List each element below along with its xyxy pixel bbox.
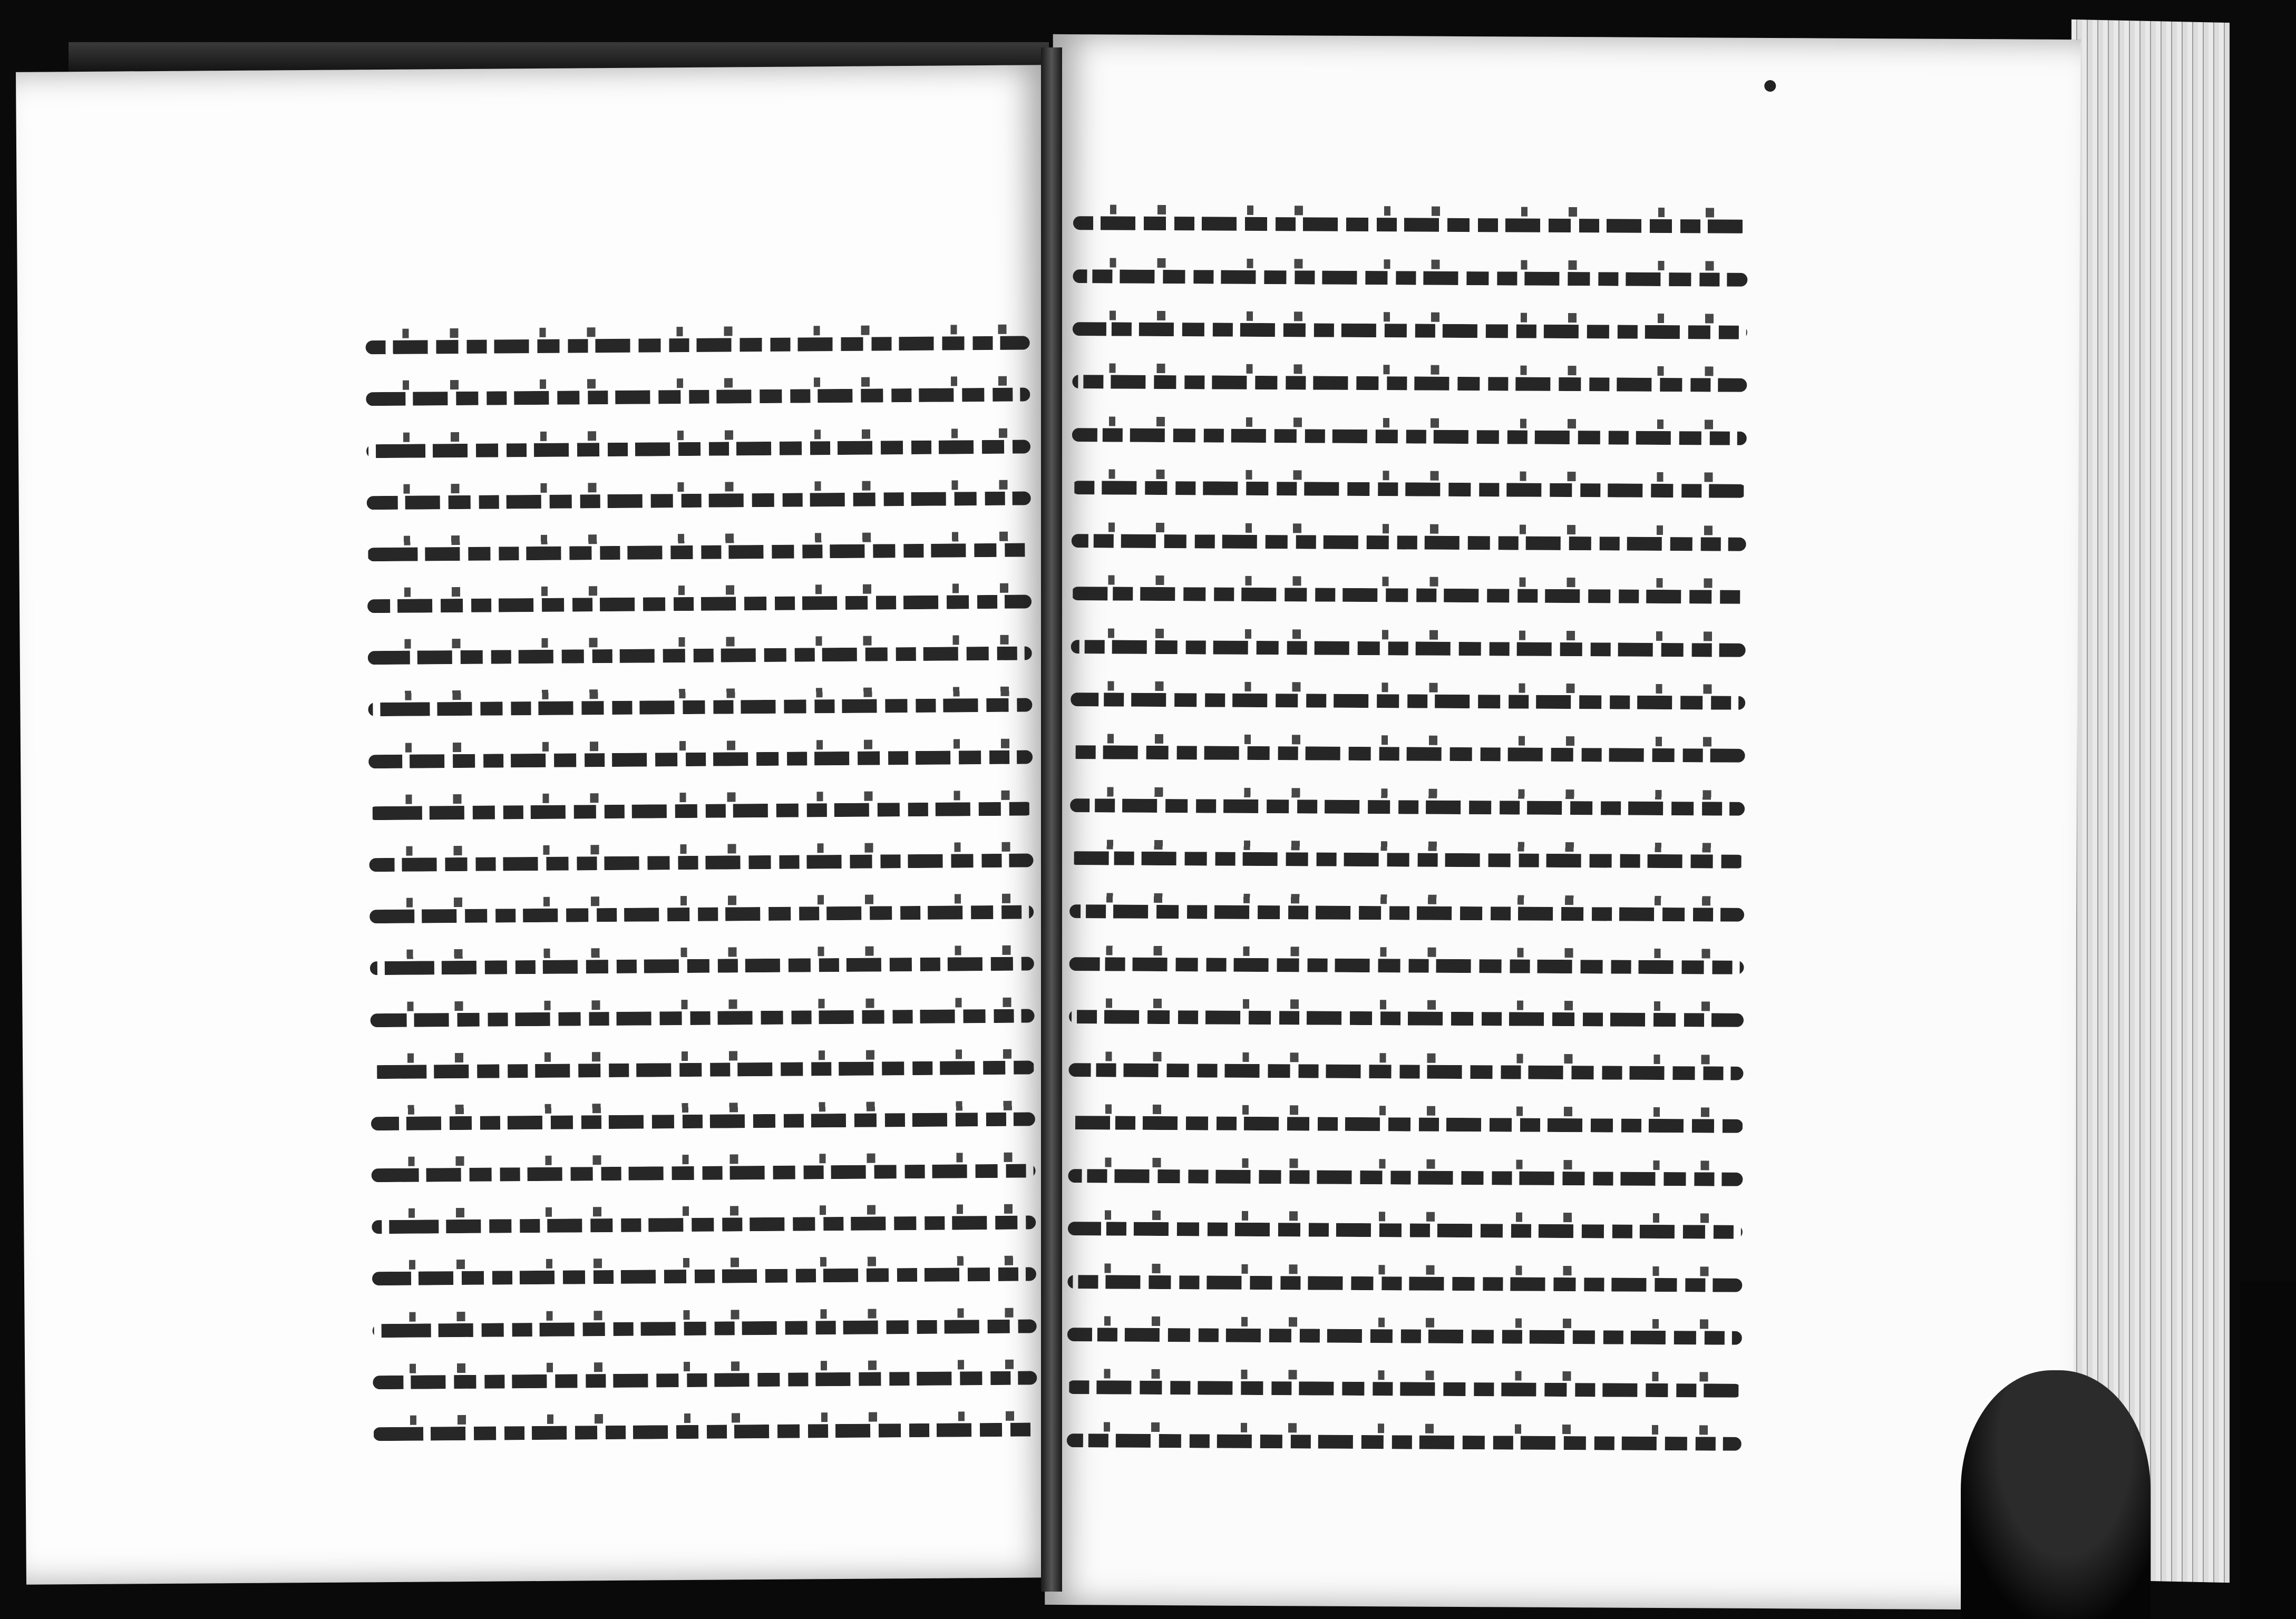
manuscript-text-line	[372, 1164, 1036, 1183]
manuscript-text-line	[1069, 904, 1744, 922]
finger-edge	[2240, 1281, 2296, 1619]
manuscript-text-line	[1073, 322, 1747, 339]
manuscript-text-line	[1068, 1116, 1743, 1133]
manuscript-text-line	[368, 647, 1032, 665]
manuscript-text-line	[372, 1216, 1036, 1234]
manuscript-text-line	[1071, 640, 1746, 657]
manuscript-text-line	[1072, 375, 1747, 393]
page-edges-stack	[2071, 19, 2230, 1583]
right-text-block	[1067, 192, 1748, 1466]
manuscript-text-line	[1071, 587, 1746, 604]
manuscript-text-line	[1072, 428, 1747, 445]
manuscript-text-line	[1069, 1010, 1744, 1028]
manuscript-text-line	[1071, 745, 1745, 763]
manuscript-text-line	[369, 853, 1033, 872]
manuscript-text-line	[367, 491, 1031, 510]
manuscript-text-line	[1072, 481, 1746, 498]
manuscript-text-line	[1073, 216, 1748, 233]
manuscript-text-line	[366, 336, 1030, 355]
manuscript-text-line	[1073, 269, 1747, 287]
manuscript-text-line	[1067, 1275, 1742, 1292]
manuscript-text-line	[369, 905, 1034, 924]
thumb-holding-book	[1961, 1370, 2151, 1619]
manuscript-text-line	[1068, 1063, 1743, 1080]
manuscript-text-line	[370, 957, 1034, 976]
manuscript-text-line	[368, 750, 1033, 768]
manuscript-text-line	[367, 543, 1031, 561]
manuscript-text-line	[1069, 957, 1744, 974]
manuscript-text-line	[1070, 798, 1745, 816]
manuscript-text-line	[370, 1009, 1034, 1027]
manuscript-text-line	[1070, 851, 1745, 869]
manuscript-text-line	[369, 802, 1033, 820]
right-page	[1045, 34, 2081, 1610]
manuscript-text-line	[371, 1112, 1035, 1130]
manuscript-text-line	[1067, 1328, 1742, 1345]
ink-dot	[1764, 80, 1776, 92]
manuscript-text-line	[368, 698, 1032, 717]
manuscript-text-line	[1067, 1380, 1742, 1398]
manuscript-text-line	[371, 1060, 1035, 1079]
manuscript-text-line	[367, 595, 1032, 613]
manuscript-text-line	[372, 1267, 1036, 1286]
manuscript-text-line	[366, 440, 1030, 458]
manuscript-text-line	[366, 388, 1030, 406]
manuscript-text-line	[373, 1319, 1037, 1338]
watermark	[954, 759, 1154, 854]
manuscript-text-line	[373, 1371, 1037, 1389]
manuscript-text-line	[373, 1422, 1037, 1441]
manuscript-text-line	[1072, 534, 1746, 551]
manuscript-text-line	[1068, 1222, 1743, 1239]
left-text-block	[365, 313, 1037, 1456]
manuscript-text-line	[1071, 693, 1745, 710]
manuscript-text-line	[1067, 1433, 1742, 1451]
manuscript-text-line	[1068, 1169, 1743, 1186]
left-page	[16, 65, 1059, 1585]
